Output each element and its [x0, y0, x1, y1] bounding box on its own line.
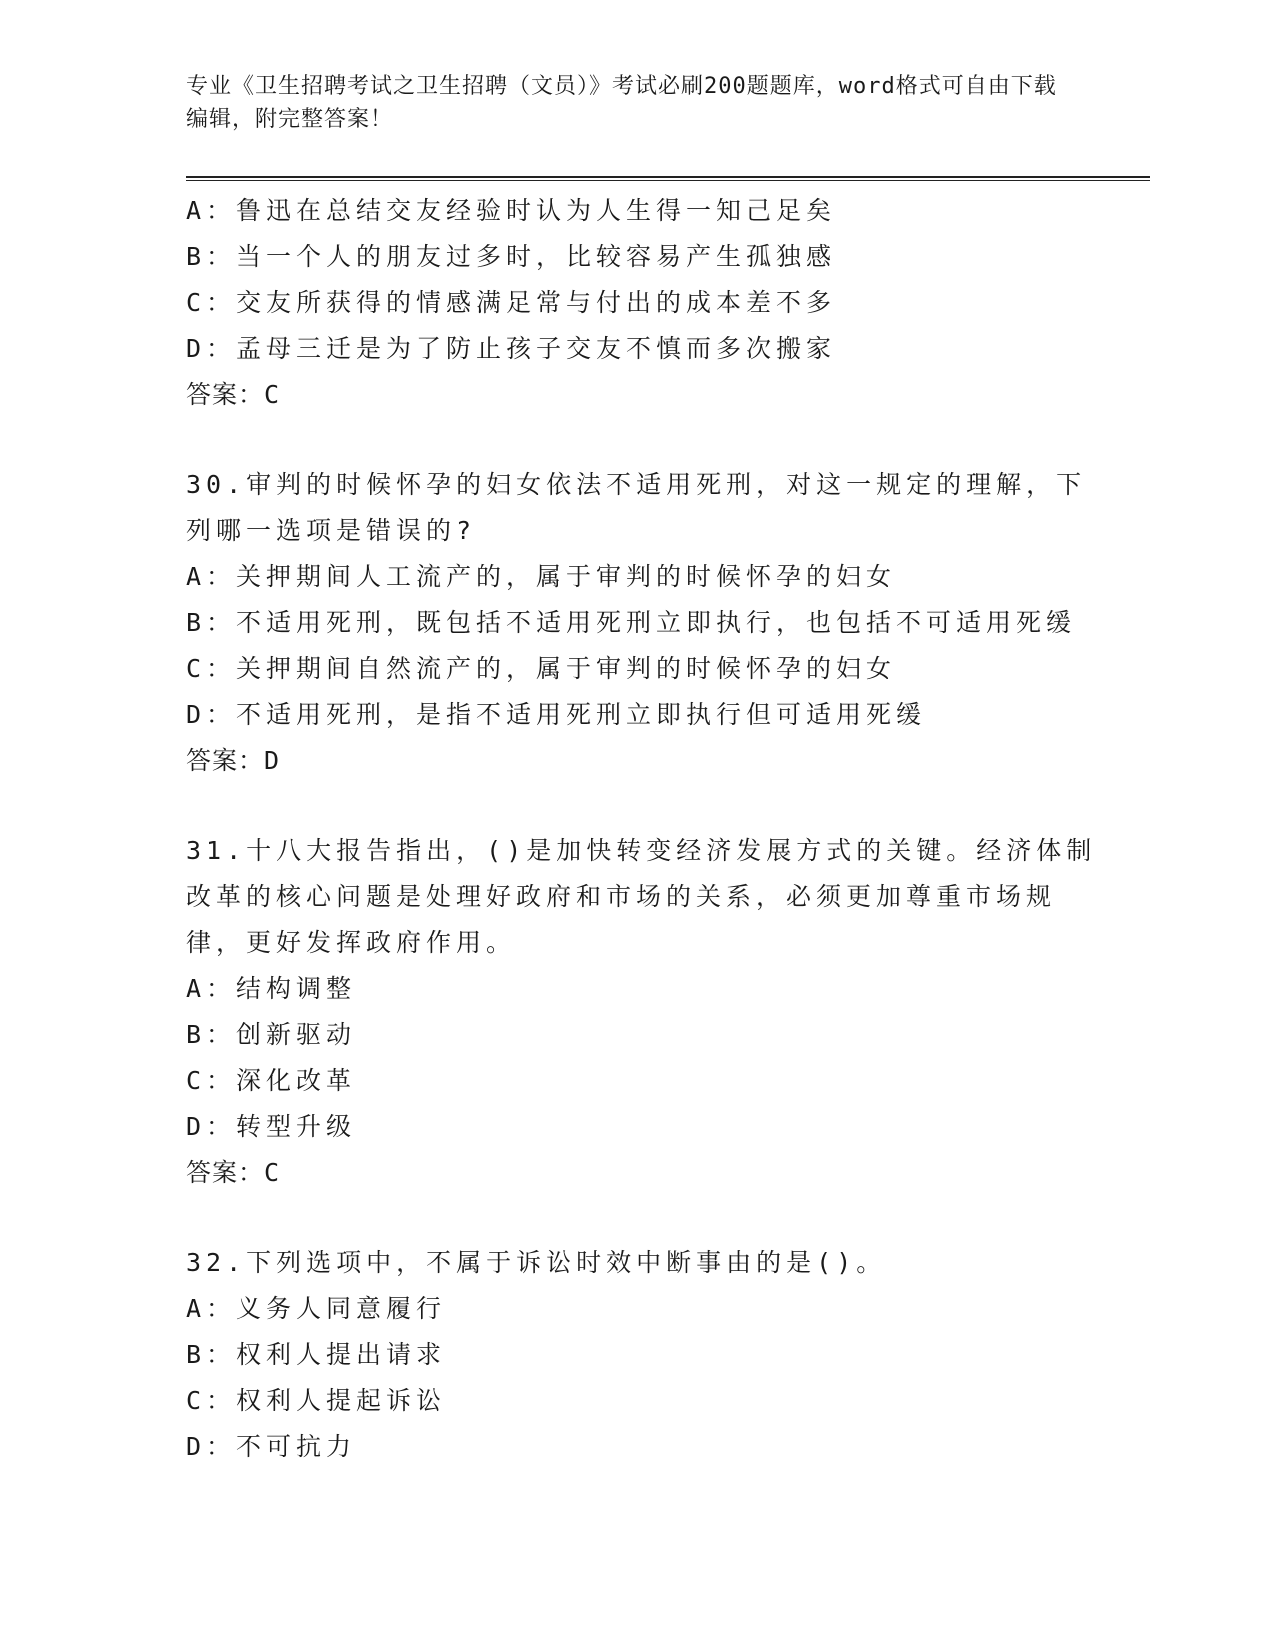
answer-row [186, 1150, 1106, 1196]
header-divider [186, 176, 1150, 181]
option-a: A：关押期间人工流产的，属于审判的时候怀孕的妇女 [186, 562, 897, 591]
option-d: D：转型升级 [186, 1112, 357, 1141]
option-b: B：当一个人的朋友过多时，比较容易产生孤独感 [186, 242, 837, 271]
answer-label: 答案： [186, 380, 265, 409]
question-block-29 [186, 188, 1106, 418]
answer-value: C [264, 380, 281, 409]
document-header: 专业《卫生招聘考试之卫生招聘（文员）》考试必刷200题题库，word格式可自由下载编辑，附完整答案！ [186, 74, 1057, 132]
option-a: A：义务人同意履行 [186, 1294, 447, 1323]
question-text [186, 1240, 1106, 1286]
question-block-30 [186, 462, 1106, 784]
answer-value: D [264, 746, 281, 775]
question-text [186, 828, 1106, 966]
option-b: B：权利人提出请求 [186, 1340, 447, 1369]
option-c: C：交友所获得的情感满足常与付出的成本差不多 [186, 288, 837, 317]
option-a: A：结构调整 [186, 974, 357, 1003]
question-body: 审判的时候怀孕的妇女依法不适用死刑，对这一规定的理解，下列哪一选项是错误的? [186, 470, 1087, 545]
answer-label: 答案： [186, 746, 265, 775]
option-d: D：孟母三迁是为了防止孩子交友不慎而多次搬家 [186, 334, 837, 363]
question-body: 十八大报告指出，()是加快转变经济发展方式的关键。经济体制改革的核心问题是处理好政府和市场的关系，必须更加尊重市场规律，更好发挥政府作用。 [186, 836, 1097, 957]
question-body: 下列选项中，不属于诉讼时效中断事由的是()。 [246, 1248, 887, 1277]
question-block-31 [186, 828, 1106, 1196]
option-c: C：关押期间自然流产的，属于审判的时候怀孕的妇女 [186, 654, 897, 683]
question-number: 31. [186, 836, 247, 865]
answer-label: 答案： [186, 1158, 265, 1187]
answer-row [186, 372, 1106, 418]
option-b: B：不适用死刑，既包括不适用死刑立即执行，也包括不可适用死缓 [186, 608, 1077, 637]
option-d: D：不适用死刑，是指不适用死刑立即执行但可适用死缓 [186, 700, 927, 729]
answer-value: C [264, 1158, 281, 1187]
question-list [186, 188, 1106, 1470]
option-a: A：鲁迅在总结交友经验时认为人生得一知己足矣 [186, 196, 837, 225]
option-c: C：权利人提起诉讼 [186, 1386, 447, 1415]
question-text [186, 462, 1106, 554]
question-block-32 [186, 1240, 1106, 1470]
question-number: 30. [186, 470, 247, 499]
option-d: D：不可抗力 [186, 1432, 357, 1461]
question-number: 32. [186, 1248, 247, 1277]
option-b: B：创新驱动 [186, 1020, 357, 1049]
answer-row [186, 738, 1106, 784]
option-c: C：深化改革 [186, 1066, 357, 1095]
